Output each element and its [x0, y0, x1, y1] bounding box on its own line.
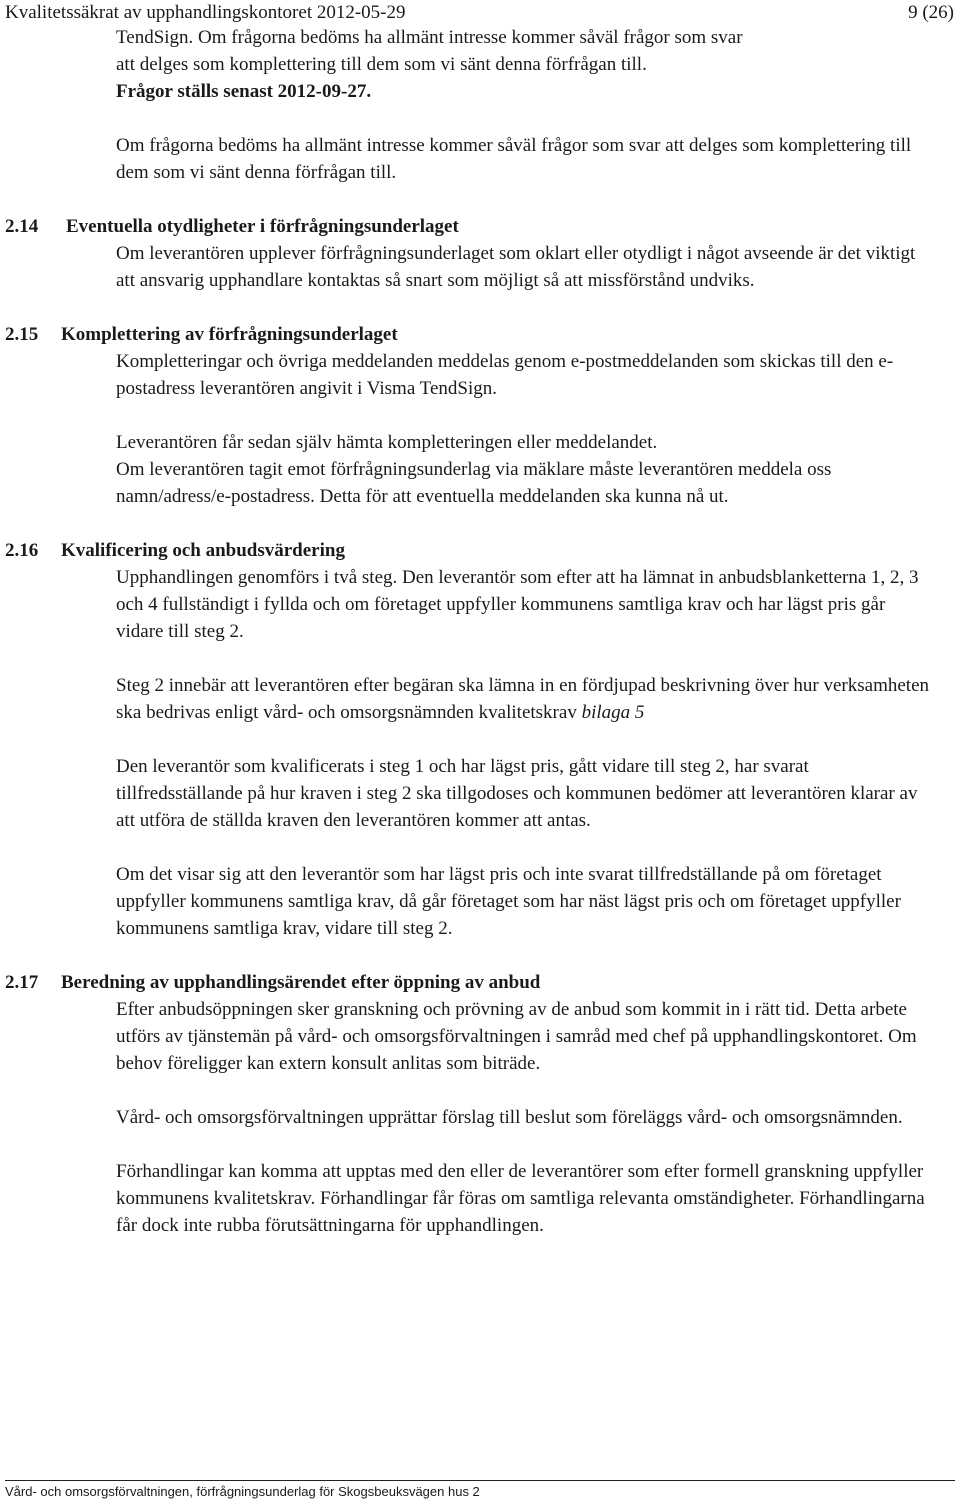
page-header: [5, 0, 954, 26]
intro-line-1: TendSign. Om frågorna bedöms ha allmänt intresse kommer såväl frågor som svar: [116, 27, 743, 48]
section-2-15-paragraph-3: Om leverantören tagit emot förfrågningsunderlag via mäklare måste leverantören meddela oss namn/adress/e-postadress. Detta för att eventuella meddelanden ska kunna nå ut.: [116, 459, 832, 507]
section-2-16-paragraph-4: Om det visar sig att den leverantör som har lägst pris och inte svarat tillfredställande på om företaget uppfyller kommunens samtliga krav, då går företaget som har näst lägst pris och om företaget uppfyller kommunens samtliga krav, vidare till steg 2.: [116, 864, 901, 939]
intro-line-2: att delges som komplettering till dem som vi sänt denna förfrågan till.: [116, 54, 647, 75]
section-heading-2-16: [0, 537, 960, 564]
section-number: 2.14: [5, 216, 39, 237]
section-number: 2.16: [5, 540, 39, 561]
section-number: 2.17: [5, 972, 39, 993]
document-body: [0, 24, 960, 1239]
section-2-17-paragraph-1: Efter anbudsöppningen sker granskning och prövning av de anbud som kommit in i rätt tid. Detta arbete utförs av tjänstemän på vård- och omsorgsförvaltningen i samråd med chef på upphandlingskontoret. Om behov föreligger kan extern konsult anlitas som biträde.: [116, 999, 917, 1074]
section-2-14-paragraph: Om leverantören upplever förfrågningsunderlaget som oklart eller otydligt i något avseende är det viktigt att ansvarig upphandlare kontaktas så snart som möjligt så att missförstånd undviks.: [116, 243, 916, 291]
section-2-17-paragraph-3: Förhandlingar kan komma att upptas med den eller de leverantörer som efter formell granskning uppfyller kommunens kvalitetskrav. Förhandlingar får föras om samtliga relevanta omständigheter. Förhandlingarna får dock inte rubba förutsättningarna för upphandlingen.: [116, 1161, 925, 1236]
attachment-reference: bilaga 5: [581, 702, 645, 723]
section-2-17-paragraph-2: Vård- och omsorgsförvaltningen upprättar förslag till beslut som föreläggs vård- och omsorgsnämnden.: [116, 1107, 903, 1128]
paragraph-text: Steg 2 innebär att leverantören efter begäran ska lämna in en fördjupad beskrivning över hur verksamheten ska bedrivas enligt vård- och omsorgsnämnden kvalitetskrav: [116, 675, 930, 723]
quality-stamp: Kvalitetssäkrat av upphandlingskontoret 2012-05-29: [5, 2, 406, 23]
section-title: Eventuella otydligheter i förfrågningsunderlaget: [66, 216, 459, 237]
footer-text: Vård- och omsorgsförvaltningen, förfrågningsunderlag för Skogsbeuksvägen hus 2: [5, 1484, 480, 1499]
section-2-16-paragraph-3: Den leverantör som kvalificerats i steg 1 och har lägst pris, gått vidare till steg 2, har svarat tillfredsställande på hur kraven i steg 2 ska tillgodoses och kommunen bedömer att leverantören klarar av att utföra de ställda kraven den leverantören kommer att antas.: [116, 756, 918, 831]
section-heading-2-15: [0, 321, 960, 348]
section-title: Beredning av upphandlingsärendet efter öppning av anbud: [61, 972, 541, 993]
intro-paragraph: Om frågorna bedöms ha allmänt intresse kommer såväl frågor som svar att delges som komplettering till dem som vi sänt denna förfrågan till.: [116, 135, 912, 183]
section-heading-2-17: [0, 969, 960, 996]
page-footer: [5, 1480, 955, 1502]
section-2-15-paragraph-2: Leverantören får sedan själv hämta kompletteringen eller meddelandet.: [116, 432, 658, 453]
section-2-16-paragraph-2: [116, 672, 930, 726]
section-2-15-paragraph-1: Kompletteringar och övriga meddelanden meddelas genom e-postmeddelanden som skickas till den e-postadress leverantören angivit i Visma TendSign.: [116, 351, 894, 399]
section-title: Komplettering av förfrågningsunderlaget: [61, 324, 398, 345]
section-heading-2-14: [0, 213, 960, 240]
page-number: 9 (26): [908, 2, 954, 23]
section-number: 2.15: [5, 324, 39, 345]
question-deadline: Frågor ställs senast 2012-09-27.: [116, 81, 372, 102]
section-title: Kvalificering och anbudsvärdering: [61, 540, 345, 561]
section-2-16-paragraph-1: Upphandlingen genomförs i två steg. Den leverantör som efter att ha lämnat in anbudsblanketterna 1, 2, 3 och 4 fullständigt i fyllda och om företaget uppfyller kommunens samtliga krav och har lägst pris går vidare till steg 2.: [116, 567, 919, 642]
